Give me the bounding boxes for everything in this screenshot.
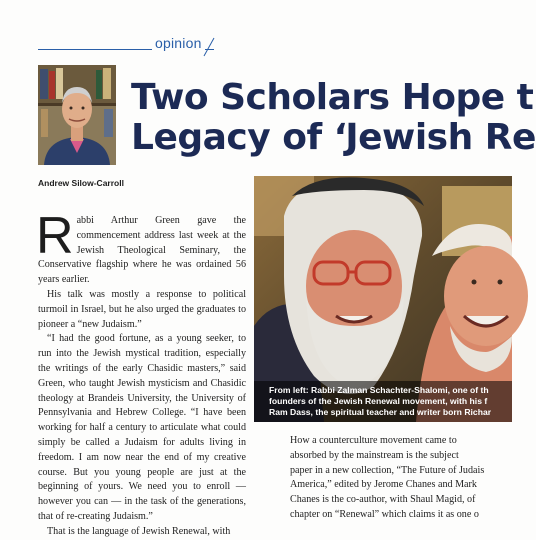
article-body-right [290, 434, 530, 520]
slash-mark-icon [200, 37, 218, 57]
paragraph-2: His talk was mostly a response to political turmoil in Israel, but he also urged the graduates to pioneer a “new Judaism.” [38, 288, 246, 330]
section-label[interactable]: opinion [152, 35, 205, 51]
paragraph-3: “I had the good fortune, as a young seeker, to run into the Jewish mystical tradition, especially the writings of the early Chasidic masters,” said Green, who taught Jewish mysticism and Chasidic theology at Brandeis University, the University of Pennsylvania and Hebrew College. “I have been working for half a century to articulate what could simply be called a Judaism for adults living in freedom. I am now near the end of my creative course. But you young people are just at the beginning of yours. We need you to enroll — however you can — in the task of the generations, that of re-creating Judaism.” [38, 333, 246, 522]
article-headline [131, 77, 536, 158]
caption-line-3: Ram Dass, the spiritual teacher and writer born Richar [269, 407, 492, 417]
body-line: Chanes is the co-author, with Shaul Magid, of [290, 494, 476, 506]
headline-line-1: Two Scholars Hope t [131, 77, 534, 118]
author-headshot [38, 65, 116, 165]
article-body-left [36, 207, 246, 537]
headline-line-2: Legacy of ‘Jewish Re [131, 117, 536, 158]
section-header [38, 35, 218, 55]
body-line: How a counterculture movement came to [290, 435, 457, 446]
article-photo [254, 176, 512, 422]
caption-line-2: founders of the Jewish Renewal movement, with his f [269, 396, 488, 406]
paragraph-4: That is the language of Jewish Renewal, with [47, 525, 231, 537]
photo-caption [254, 381, 512, 422]
dropcap: R [36, 207, 74, 265]
body-line: paper in a new collection, “The Future of Judais [290, 464, 485, 476]
caption-line-1: From left: Rabbi Zalman Schachter-Shalomi, one of th [269, 385, 489, 395]
paragraph-text: abbi Arthur Green gave the commencement address last week at the Jewish Theological Seminary, the Conservative flagship where he was ordained 56 years earlier. [38, 215, 246, 286]
body-line: America,” edited by Jerome Chanes and Mark [290, 479, 477, 491]
author-byline[interactable]: Andrew Silow-Carroll [38, 178, 124, 188]
body-line: chapter on “Renewal” which claims it as one o [290, 508, 479, 520]
body-line: absorbed by the mainstream is the subject [290, 449, 459, 461]
paragraph-1 [36, 207, 246, 288]
